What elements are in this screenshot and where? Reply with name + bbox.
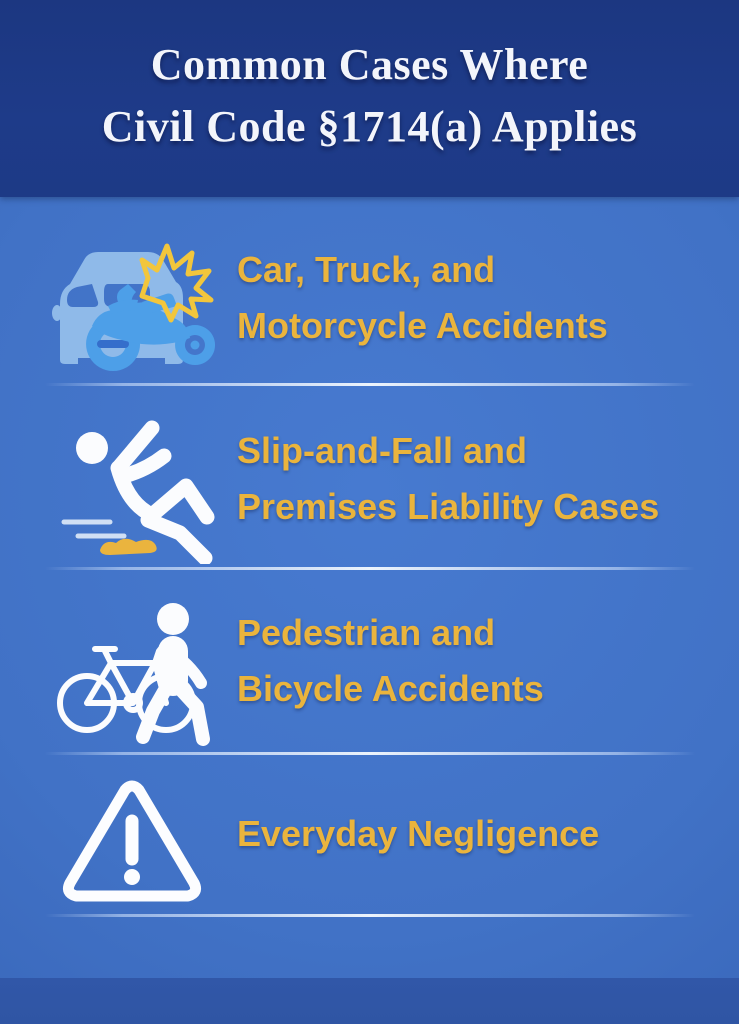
item-label-line: Bicycle Accidents — [237, 668, 544, 709]
item-row-slip-and-fall — [237, 423, 659, 535]
footer-band — [0, 978, 739, 1024]
slip-and-fall-icon — [58, 412, 220, 569]
item-label-line: Premises Liability Cases — [237, 486, 660, 527]
page-title — [0, 34, 739, 158]
header-banner — [0, 0, 739, 197]
item-row-pedestrian-bicycle — [237, 605, 544, 717]
page-title-line-1: Common Cases Where — [150, 40, 589, 89]
pedestrian-bicycle-icon — [53, 597, 225, 754]
divider — [45, 383, 695, 386]
divider — [45, 752, 695, 755]
divider — [45, 567, 695, 570]
warning-triangle-icon — [62, 780, 202, 913]
item-label-line: Motorcycle Accidents — [237, 305, 608, 346]
item-label-line: Pedestrian and — [237, 612, 496, 653]
car-motorcycle-crash-icon — [50, 240, 228, 383]
divider — [45, 914, 695, 917]
item-label-line: Everyday Negligence — [237, 813, 600, 854]
item-row-everyday-negligence — [237, 806, 599, 862]
item-label-line: Car, Truck, and — [237, 249, 496, 290]
item-row-vehicle-accidents — [237, 242, 608, 354]
page-title-line-2: Civil Code §1714(a) Applies — [101, 102, 638, 151]
item-label-line: Slip-and-Fall and — [237, 430, 528, 471]
